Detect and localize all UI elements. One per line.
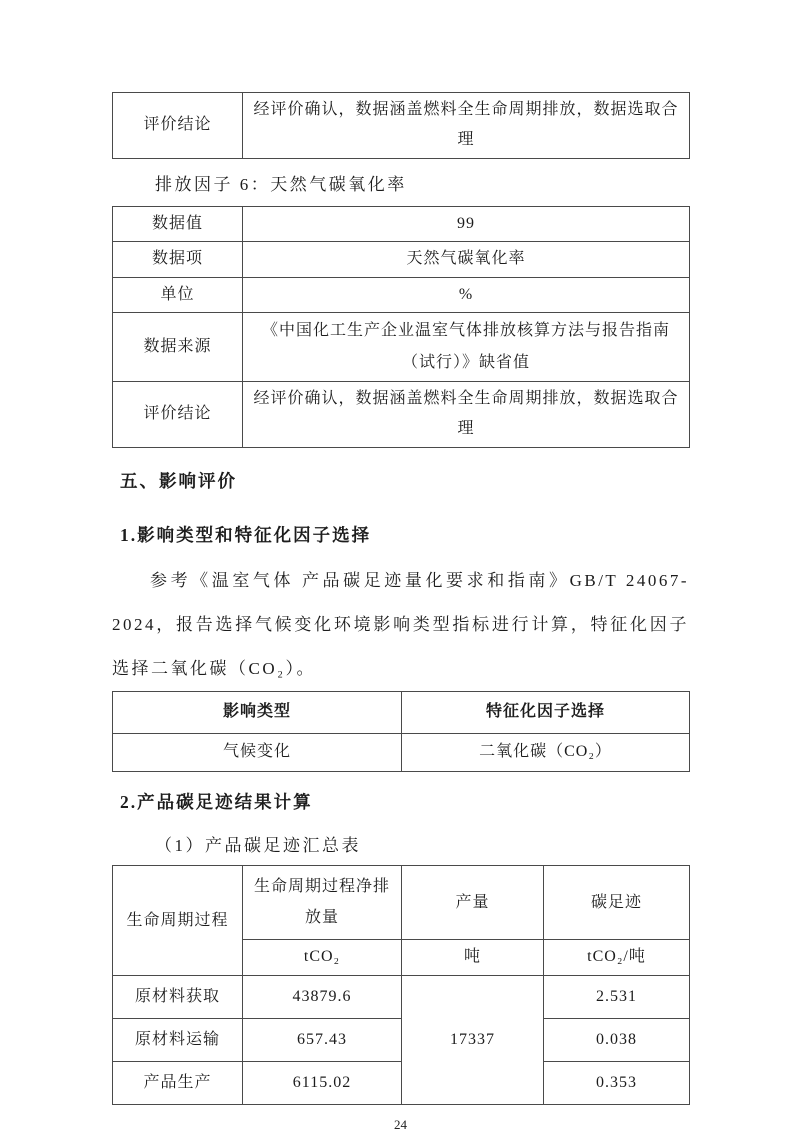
section-5-heading: 五、影响评价 bbox=[120, 470, 237, 491]
table-row bbox=[113, 242, 690, 277]
table-row bbox=[113, 206, 690, 241]
table-row bbox=[113, 733, 690, 771]
data-item-label-cell: 数据项 bbox=[113, 242, 243, 277]
data-value-label-cell: 数据值 bbox=[113, 206, 243, 241]
impact-paragraph: 参考《温室气体 产品碳足迹量化要求和指南》GB/T 24067-2024，报告选择气候变化环境影响类型指标进行计算，特征化因子选择二氧化碳（CO₂）。 bbox=[112, 570, 689, 678]
table-row bbox=[113, 1061, 690, 1104]
process-cell: 原材料运输 bbox=[113, 1018, 243, 1061]
data-item-cell: 天然气碳氧化率 bbox=[243, 242, 690, 277]
carbon-footprint-summary-table bbox=[112, 865, 690, 1105]
emission-factor-6-heading: 排放因子 6：天然气碳氧化率 bbox=[155, 174, 407, 194]
table-row bbox=[113, 277, 690, 312]
footprint-cell: 0.038 bbox=[544, 1018, 690, 1061]
table-header-row bbox=[113, 691, 690, 733]
net-emission-cell: 6115.02 bbox=[243, 1061, 402, 1104]
eval-conclusion-value-cell: 经评价确认，数据涵盖燃料全生命周期排放，数据选取合理 bbox=[243, 93, 690, 159]
emission-factor-6-table bbox=[112, 206, 690, 448]
unit-label-cell: 单位 bbox=[113, 277, 243, 312]
output-value-cell: 17337 bbox=[402, 975, 544, 1104]
page-content bbox=[112, 92, 689, 1131]
data-source-cell: 《中国化工生产企业温室气体排放核算方法与报告指南（试行）》缺省值 bbox=[243, 312, 690, 381]
eval-conclusion-label-cell: 评价结论 bbox=[113, 381, 243, 447]
net-emission-header-cell: 生命周期过程净排放量 bbox=[243, 865, 402, 939]
table-row bbox=[113, 312, 690, 381]
page-number: 24 bbox=[394, 1116, 407, 1131]
table-row bbox=[113, 1018, 690, 1061]
table-header-row bbox=[113, 865, 690, 939]
process-cell: 原材料获取 bbox=[113, 975, 243, 1018]
table-row bbox=[113, 975, 690, 1018]
footprint-header-cell: 碳足迹 bbox=[544, 865, 690, 939]
data-value-cell: 99 bbox=[243, 206, 690, 241]
footprint-cell: 2.531 bbox=[544, 975, 690, 1018]
table-row bbox=[113, 381, 690, 447]
characterization-factor-header-cell: 特征化因子选择 bbox=[402, 691, 690, 733]
net-emission-cell: 43879.6 bbox=[243, 975, 402, 1018]
output-unit-cell: 吨 bbox=[402, 939, 544, 975]
output-header-cell: 产量 bbox=[402, 865, 544, 939]
previous-factor-table-fragment bbox=[112, 92, 690, 159]
process-cell: 产品生产 bbox=[113, 1061, 243, 1104]
table-row bbox=[113, 93, 690, 159]
data-source-label-cell: 数据来源 bbox=[113, 312, 243, 381]
unit-cell: % bbox=[243, 277, 690, 312]
eval-conclusion-label-cell: 评价结论 bbox=[113, 93, 243, 159]
impact-type-table bbox=[112, 691, 690, 772]
net-emission-unit-cell: tCO₂ bbox=[243, 939, 402, 975]
subsection-2-heading: 2.产品碳足迹结果计算 bbox=[120, 791, 313, 812]
impact-type-header-cell: 影响类型 bbox=[113, 691, 402, 733]
footprint-unit-cell: tCO₂/吨 bbox=[544, 939, 690, 975]
eval-conclusion-value-cell: 经评价确认，数据涵盖燃料全生命周期排放，数据选取合理 bbox=[243, 381, 690, 447]
subsection-1-heading: 1.影响类型和特征化因子选择 bbox=[120, 524, 372, 545]
footprint-cell: 0.353 bbox=[544, 1061, 690, 1104]
summary-table-caption: （1）产品碳足迹汇总表 bbox=[155, 835, 361, 855]
characterization-factor-cell: 二氧化碳（CO₂） bbox=[402, 733, 690, 771]
process-header-cell: 生命周期过程 bbox=[113, 865, 243, 975]
net-emission-cell: 657.43 bbox=[243, 1018, 402, 1061]
impact-type-cell: 气候变化 bbox=[113, 733, 402, 771]
